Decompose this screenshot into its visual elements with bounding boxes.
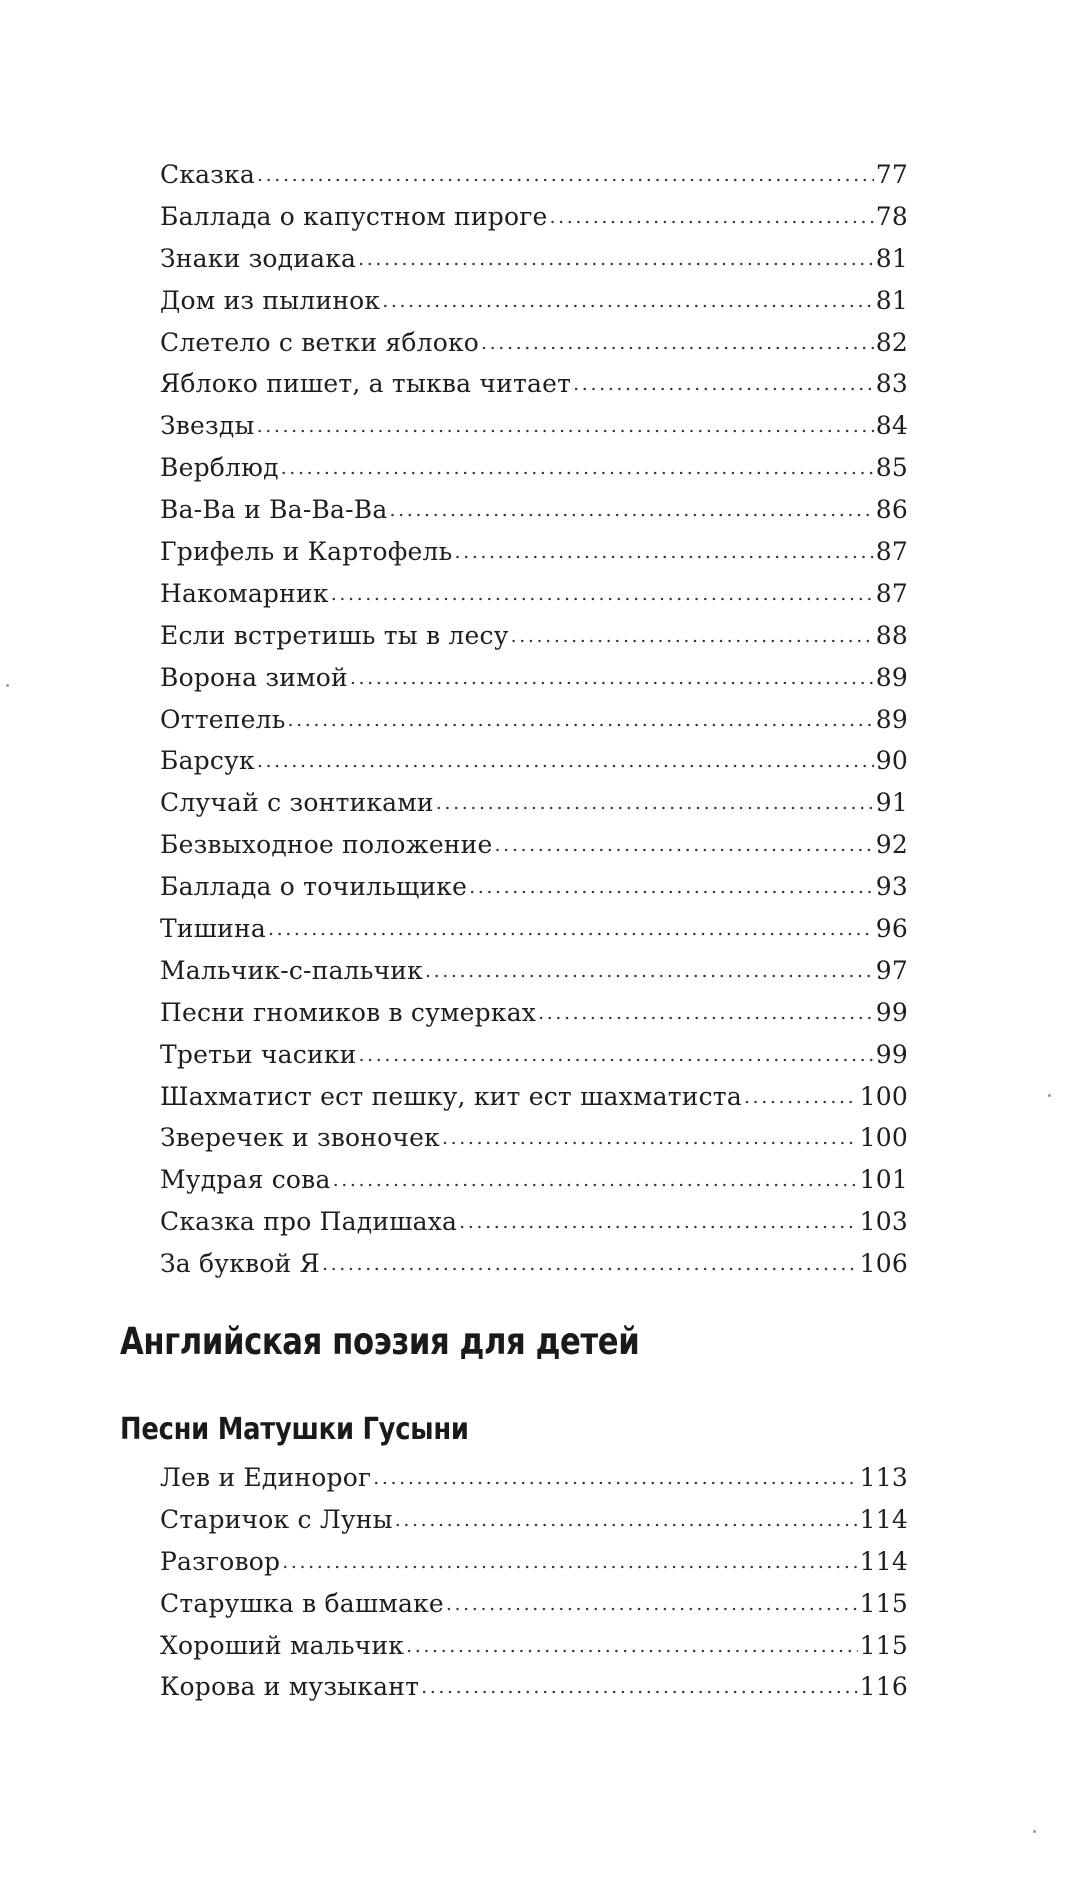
dot-leader bbox=[359, 1032, 874, 1077]
toc-entry-title: Накомарник bbox=[160, 578, 329, 608]
toc-entry-title: Старичок с Луны bbox=[160, 1504, 393, 1534]
toc-entry-page-number: 91 bbox=[875, 788, 908, 818]
toc-entry-page-number: 97 bbox=[875, 955, 908, 985]
toc-entry-page-number: 84 bbox=[875, 411, 908, 441]
toc-entry-page-number: 114 bbox=[859, 1546, 908, 1576]
toc-entry bbox=[160, 1457, 908, 1499]
toc-entry bbox=[160, 280, 908, 322]
toc-entry-page-number: 77 bbox=[875, 160, 908, 189]
toc-entry-title: Барсук bbox=[160, 746, 255, 776]
toc-entry bbox=[160, 447, 908, 489]
toc-entry-title: Мудрая сова bbox=[160, 1165, 331, 1195]
toc-entry bbox=[160, 363, 908, 405]
dot-leader bbox=[406, 1623, 858, 1668]
toc-entry-title: Случай с зонтиками bbox=[160, 788, 434, 818]
dot-leader bbox=[446, 1581, 858, 1626]
toc-entry bbox=[160, 238, 908, 280]
paper-speck bbox=[1048, 1094, 1051, 1097]
toc-entry bbox=[160, 866, 908, 908]
toc-entry bbox=[160, 1666, 908, 1708]
toc-entry-title: Песни гномиков в сумерках bbox=[160, 997, 537, 1027]
toc-entry-page-number: 103 bbox=[859, 1207, 908, 1237]
dot-leader bbox=[425, 948, 874, 993]
toc-entry-page-number: 88 bbox=[875, 620, 908, 650]
dot-leader bbox=[442, 1115, 858, 1160]
dot-leader bbox=[436, 780, 874, 825]
toc-entry-page-number: 114 bbox=[859, 1504, 908, 1534]
toc-entry-title: Слетело с ветки яблоко bbox=[160, 327, 480, 357]
toc-entry bbox=[160, 322, 908, 364]
dot-leader bbox=[538, 990, 874, 1035]
dot-leader bbox=[281, 445, 874, 490]
toc-entry-page-number: 99 bbox=[875, 1039, 908, 1069]
toc-entry-title: Шахматист ест пешку, кит ест шахматиста bbox=[160, 1081, 742, 1111]
toc-entry-title: Разговор bbox=[160, 1546, 281, 1576]
toc-entry bbox=[160, 657, 908, 699]
toc-entry-title: Звезды bbox=[160, 411, 255, 441]
dot-leader bbox=[550, 194, 874, 239]
dot-leader bbox=[257, 738, 874, 783]
toc-entry bbox=[160, 405, 908, 447]
toc-entry-page-number: 96 bbox=[875, 914, 908, 944]
toc-entry bbox=[160, 1625, 908, 1667]
toc-entry-page-number: 87 bbox=[875, 578, 908, 608]
toc-entry bbox=[160, 489, 908, 531]
toc-entry-page-number: 115 bbox=[859, 1588, 908, 1618]
toc-entry bbox=[160, 1243, 908, 1285]
toc-entry-page-number: 93 bbox=[875, 872, 908, 902]
toc-entry-title: Безвыходное положение bbox=[160, 830, 493, 860]
toc-entry-title: Старушка в башмаке bbox=[160, 1588, 444, 1618]
dot-leader bbox=[389, 487, 873, 532]
dot-leader bbox=[744, 1074, 858, 1119]
toc-entry bbox=[160, 573, 908, 615]
toc-entry bbox=[160, 1541, 908, 1583]
toc-entry bbox=[160, 154, 908, 196]
toc-entry-page-number: 92 bbox=[875, 830, 908, 860]
toc-entry-title: Хороший мальчик bbox=[160, 1630, 405, 1660]
dot-leader bbox=[511, 613, 874, 658]
toc-list bbox=[160, 154, 908, 1285]
toc-entry-title: Ва-Ва и Ва-Ва-Ва bbox=[160, 495, 388, 525]
toc-entry bbox=[160, 1117, 908, 1159]
subsection-heading: Песни Матушки Гусыни bbox=[120, 1412, 469, 1447]
toc-entry-page-number: 82 bbox=[875, 327, 908, 357]
toc-entry-page-number: 81 bbox=[875, 285, 908, 315]
toc-entry-page-number: 113 bbox=[859, 1463, 908, 1492]
dot-leader bbox=[421, 1664, 858, 1709]
toc-entry-title: Лев и Единорог bbox=[160, 1463, 372, 1492]
toc-entry-title: Знаки зодиака bbox=[160, 243, 357, 273]
toc-entry bbox=[160, 950, 908, 992]
paper-speck bbox=[6, 684, 9, 687]
dot-leader bbox=[282, 1539, 857, 1584]
toc-entry-page-number: 89 bbox=[875, 662, 908, 692]
toc-entry bbox=[160, 1076, 908, 1118]
toc-entry-title: Если встретишь ты в лесу bbox=[160, 620, 509, 650]
toc-entry-title: Ворона зимой bbox=[160, 662, 348, 692]
toc-entry-title: Третьи часики bbox=[160, 1039, 357, 1069]
dot-leader bbox=[257, 152, 874, 197]
toc-entry-title: Баллада о капустном пироге bbox=[160, 201, 548, 231]
toc-entry-page-number: 89 bbox=[875, 704, 908, 734]
toc-entry-page-number: 86 bbox=[875, 495, 908, 525]
toc-entry-page-number: 106 bbox=[859, 1249, 908, 1279]
toc-entry bbox=[160, 782, 908, 824]
dot-leader bbox=[358, 236, 874, 281]
toc-entry bbox=[160, 531, 908, 573]
toc-entry-page-number: 100 bbox=[859, 1123, 908, 1153]
toc-entry-title: Сказка bbox=[160, 160, 256, 189]
toc-entry bbox=[160, 908, 908, 950]
toc-entry bbox=[160, 1034, 908, 1076]
toc-entry-title: Оттепель bbox=[160, 704, 286, 734]
dot-leader bbox=[288, 697, 874, 742]
toc-entry-page-number: 100 bbox=[859, 1081, 908, 1111]
toc-entry bbox=[160, 1201, 908, 1243]
dot-leader bbox=[333, 1157, 858, 1202]
toc-entry-page-number: 83 bbox=[875, 369, 908, 399]
dot-leader bbox=[454, 529, 873, 574]
dot-leader bbox=[350, 655, 874, 700]
dot-leader bbox=[373, 1455, 857, 1500]
toc-list bbox=[160, 1457, 908, 1708]
section-heading: Английская поэзия для детей bbox=[120, 1320, 640, 1363]
toc-entry bbox=[160, 699, 908, 741]
dot-leader bbox=[268, 906, 874, 951]
dot-leader bbox=[331, 571, 874, 616]
toc-entry bbox=[160, 1583, 908, 1625]
toc-entry-page-number: 99 bbox=[875, 997, 908, 1027]
paper-speck bbox=[1033, 1830, 1036, 1833]
dot-leader bbox=[395, 1497, 858, 1542]
dot-leader bbox=[322, 1241, 858, 1286]
toc-entry bbox=[160, 740, 908, 782]
toc-entry-page-number: 116 bbox=[859, 1672, 908, 1702]
toc-entry bbox=[160, 1499, 908, 1541]
toc-entry-title: Сказка про Падишаха bbox=[160, 1207, 458, 1237]
toc-entry-page-number: 101 bbox=[859, 1165, 908, 1195]
toc-entry-title: Дом из пылинок bbox=[160, 285, 381, 315]
toc-entry-page-number: 81 bbox=[875, 243, 908, 273]
toc-entry-title: Верблюд bbox=[160, 453, 279, 483]
toc-entry-title: Тишина bbox=[160, 914, 267, 944]
toc-entry bbox=[160, 824, 908, 866]
toc-entry-page-number: 87 bbox=[875, 537, 908, 567]
toc-entry-page-number: 115 bbox=[859, 1630, 908, 1660]
toc-entry-title: Грифель и Картофель bbox=[160, 537, 453, 567]
dot-leader bbox=[481, 320, 874, 365]
toc-entry-page-number: 78 bbox=[875, 201, 908, 231]
toc-entry-title: Корова и музыкант bbox=[160, 1672, 420, 1702]
dot-leader bbox=[469, 864, 874, 909]
toc-entry bbox=[160, 196, 908, 238]
dot-leader bbox=[257, 403, 874, 448]
toc-entry-title: За буквой Я bbox=[160, 1249, 320, 1279]
toc-entry bbox=[160, 992, 908, 1034]
dot-leader bbox=[459, 1199, 858, 1244]
toc-entry-title: Мальчик-с-пальчик bbox=[160, 955, 423, 985]
toc-entry-page-number: 90 bbox=[875, 746, 908, 776]
dot-leader bbox=[573, 361, 874, 406]
toc-entry-title: Баллада о точильщике bbox=[160, 872, 468, 902]
toc-entry bbox=[160, 615, 908, 657]
toc-entry-page-number: 85 bbox=[875, 453, 908, 483]
toc-entry-title: Яблоко пишет, а тыква читает bbox=[160, 369, 572, 399]
dot-leader bbox=[495, 822, 874, 867]
toc-entry bbox=[160, 1159, 908, 1201]
toc-entry-title: Зверечек и звоночек bbox=[160, 1123, 440, 1153]
dot-leader bbox=[382, 278, 874, 323]
